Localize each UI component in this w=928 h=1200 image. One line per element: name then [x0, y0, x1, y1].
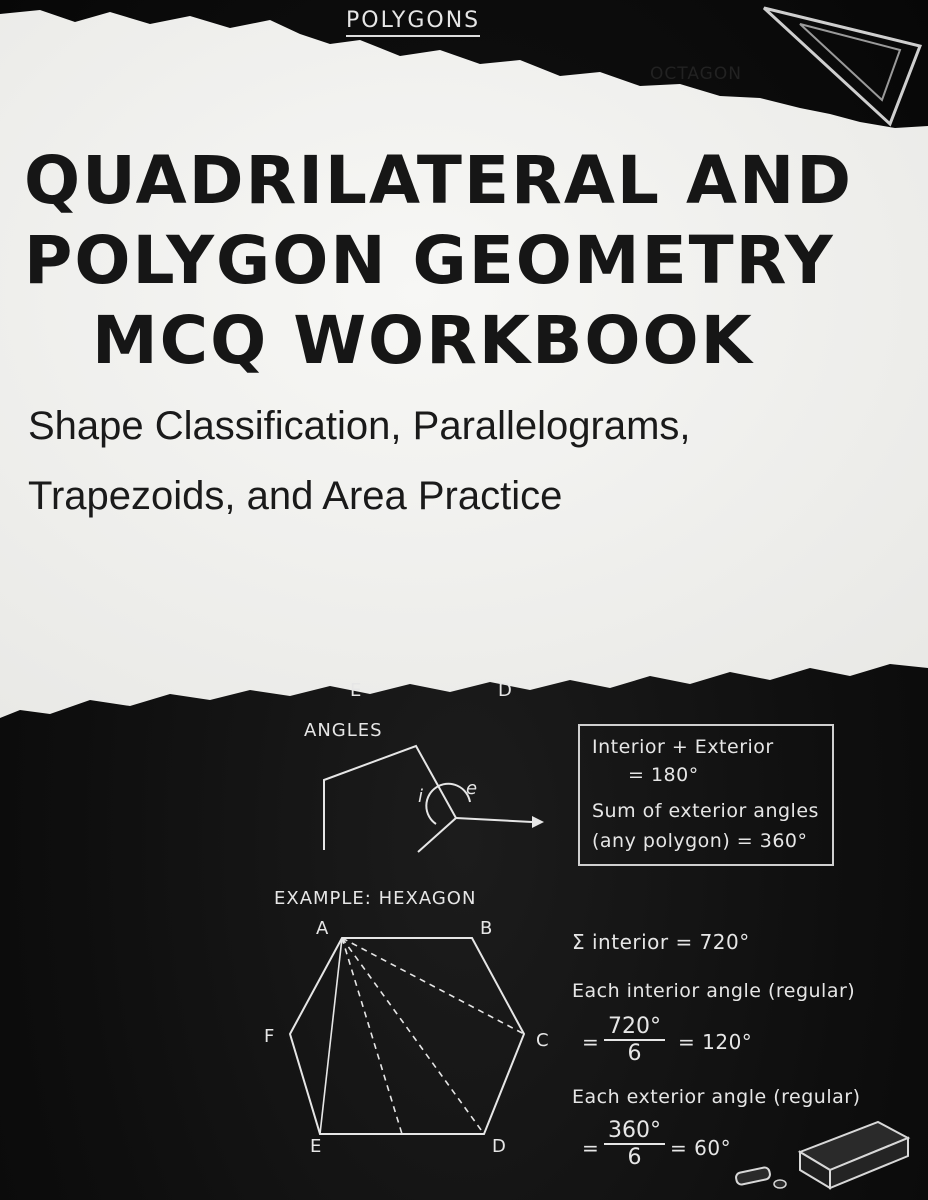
exterior-fraction-numerator: 360°: [604, 1118, 665, 1145]
subtitle-line-1: Shape Classification, Parallelograms,: [28, 404, 691, 448]
interior-result: = 120°: [678, 1030, 753, 1054]
interior-fraction-denominator: 6: [627, 1041, 642, 1066]
angles-heading: ANGLES: [304, 720, 383, 741]
exterior-fraction-denominator: 6: [627, 1145, 642, 1170]
book-title-line-2: POLYGON GEOMETRY: [24, 222, 835, 299]
exterior-result: = 60°: [670, 1136, 732, 1160]
subtitle-line-2: Trapezoids, and Area Practice: [28, 474, 563, 518]
interior-equals: =: [582, 1030, 600, 1054]
vertex-label-a: A: [316, 918, 329, 939]
exterior-fraction: [604, 1118, 665, 1170]
polygons-heading: POLYGONS: [346, 8, 480, 37]
vertex-label-f: F: [264, 1026, 275, 1047]
book-title-line-3: MCQ WORKBOOK: [92, 302, 754, 379]
interior-fraction: [604, 1014, 665, 1066]
peek-label-e: E: [350, 680, 362, 701]
exterior-equals: =: [582, 1136, 600, 1160]
vertex-label-e: E: [310, 1136, 322, 1157]
vertex-label-b: B: [480, 918, 493, 939]
book-title-line-1: QUADRILATERAL AND: [24, 142, 854, 219]
rule-line-2: = 180°: [628, 764, 699, 786]
vertex-label-c: C: [536, 1030, 550, 1051]
peek-label-d: D: [498, 680, 513, 701]
exterior-angle-label: e: [466, 778, 478, 799]
rule-line-4: (any polygon) = 360°: [592, 830, 808, 852]
chalk-piece-icon: [730, 1162, 790, 1192]
interior-angle-label: i: [418, 786, 424, 807]
rule-line-1: Interior + Exterior: [592, 736, 774, 758]
interior-fraction-numerator: 720°: [604, 1014, 665, 1041]
vertex-label-d: D: [492, 1136, 507, 1157]
sum-interior-formula: Σ interior = 720°: [572, 930, 750, 954]
eraser-icon: [790, 1116, 914, 1192]
each-exterior-label: Each exterior angle (regular): [572, 1086, 861, 1108]
hexagon-diagram: [280, 930, 540, 1140]
each-interior-label: Each interior angle (regular): [572, 980, 856, 1002]
hexagon-heading: EXAMPLE: HEXAGON: [274, 888, 477, 909]
angles-diagram: [300, 740, 560, 860]
rule-line-3: Sum of exterior angles: [592, 800, 819, 822]
octagon-label: OCTAGON: [650, 64, 742, 84]
